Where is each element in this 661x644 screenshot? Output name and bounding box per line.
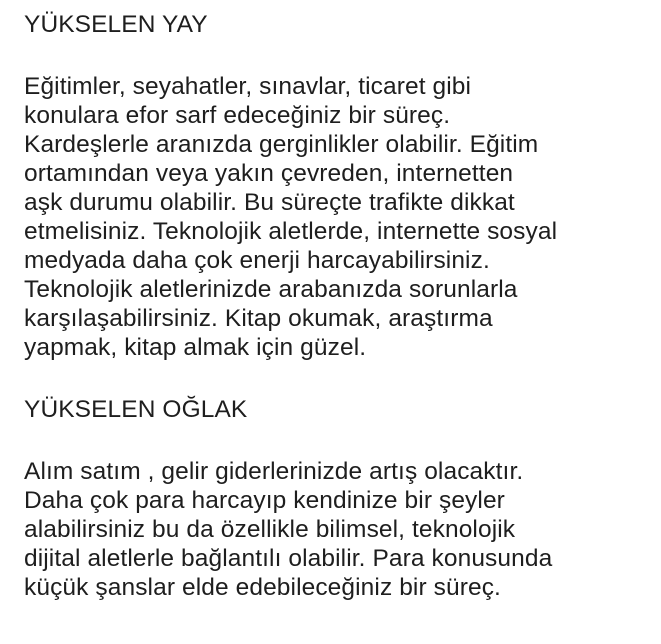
text-line: konulara efor sarf edeceğiniz bir süreç. [24, 102, 451, 129]
text-line: aşk durumu olabilir. Bu süreçte trafikte dikkat [24, 189, 515, 216]
text-line: dijital aletlerle bağlantılı olabilir. Para konusunda [24, 545, 553, 572]
section-heading-yay: YÜKSELEN YAY [24, 11, 208, 38]
text-line: yapmak, kitap almak için güzel. [24, 334, 367, 361]
text-line: etmelisiniz. Teknolojik aletlerde, internette sosyal [24, 218, 558, 245]
text-line: Alım satım , gelir giderlerinizde artış olacaktır. [24, 458, 524, 485]
text-line: karşılaşabilirsiniz. Kitap okumak, araştırma [24, 305, 493, 332]
text-line: Daha çok para harcayıp kendinize bir şeyler [24, 487, 505, 514]
text-line: küçük şanslar elde edebileceğiniz bir süreç. [24, 574, 501, 601]
text-line: medyada daha çok enerji harcayabilirsiniz. [24, 247, 490, 274]
text-line: ortamından veya yakın çevreden, internetten [24, 160, 514, 187]
text-line: Kardeşlerle aranızda gerginlikler olabilir. Eğitim [24, 131, 539, 158]
text-line: alabilirsiniz bu da özellikle bilimsel, teknolojik [24, 516, 516, 543]
text-line: Eğitimler, seyahatler, sınavlar, ticaret gibi [24, 73, 472, 100]
section-heading-oglak: YÜKSELEN OĞLAK [24, 396, 248, 423]
text-line: Teknolojik aletlerinizde arabanızda sorunlarla [24, 276, 518, 303]
